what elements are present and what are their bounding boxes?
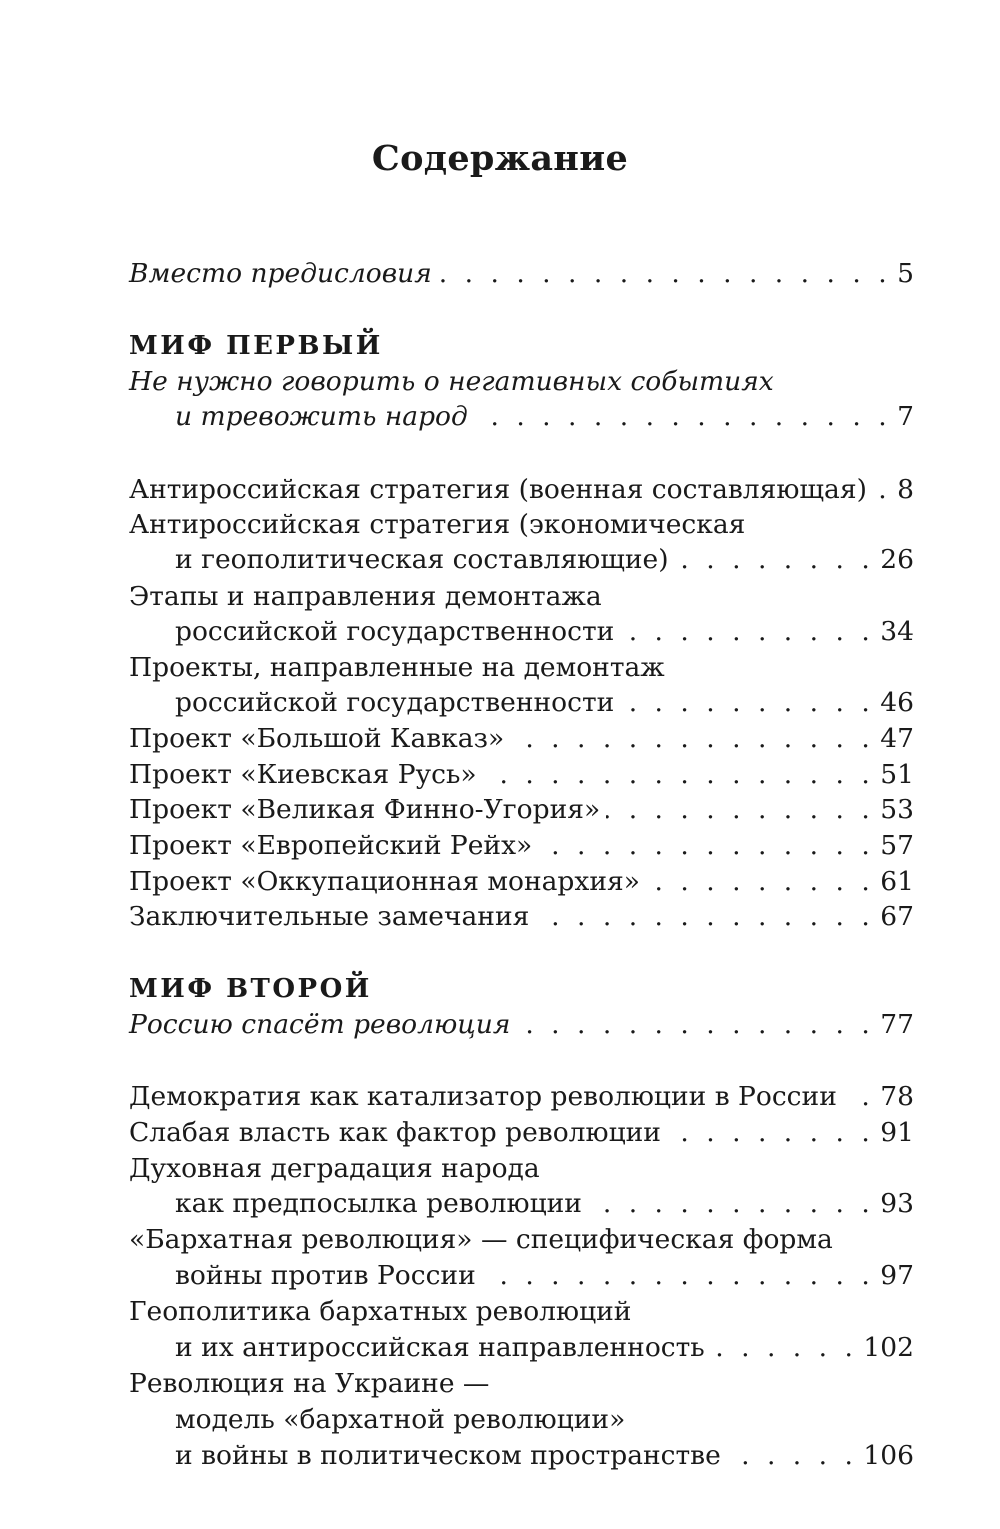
toc-entry-text: Проект «Большой Кавказ» (129, 723, 505, 754)
toc-entry-text: Проекты, направленные на демонтаж (129, 652, 665, 683)
leader-dots (535, 898, 874, 936)
leader-dots (606, 791, 874, 829)
toc-entry[interactable] (129, 1221, 914, 1259)
toc-entry[interactable] (129, 649, 914, 687)
page-number: 97 (880, 1260, 914, 1291)
leader-dots (646, 863, 874, 901)
toc-entry[interactable] (129, 1114, 914, 1152)
page-number: 5 (897, 258, 914, 289)
leader-dots (516, 1006, 874, 1044)
leader-dots (438, 255, 891, 293)
toc-entry-text: «Бархатная революция» — специфическая форма (129, 1224, 833, 1255)
toc-entry-cont[interactable] (129, 1401, 914, 1439)
leader-dots (482, 1257, 875, 1295)
toc-entry-text: Заключительные замечания (129, 901, 530, 932)
toc-entry-text: Антироссийская стратегия (экономическая (129, 509, 746, 540)
page-number: 61 (880, 866, 914, 897)
page-number: 26 (880, 544, 914, 575)
section-subtitle-myth-1-cont[interactable] (129, 398, 914, 436)
page-number: 8 (897, 474, 914, 505)
leader-dots (510, 720, 874, 758)
toc-entry[interactable] (129, 506, 914, 544)
toc-entry-text: войны против России (175, 1260, 476, 1291)
page-number: 46 (880, 687, 914, 718)
toc-entry-text: Духовная деградация народа (129, 1153, 540, 1184)
page-number: 47 (880, 723, 914, 754)
section-subtitle-myth-2[interactable] (129, 1006, 914, 1044)
leader-dots (873, 471, 891, 509)
toc-entry-text: Революция на Украине — (129, 1368, 490, 1399)
toc-entry[interactable] (129, 898, 914, 936)
toc-entry-text: российской государственности (175, 616, 615, 647)
page-number: 53 (880, 794, 914, 825)
toc-entry-text: и геополитическая составляющие) (175, 544, 669, 575)
toc-entry[interactable] (129, 720, 914, 758)
toc-entry[interactable] (129, 1365, 914, 1403)
leader-dots (620, 684, 874, 722)
toc-entry[interactable] (129, 578, 914, 616)
page-number: 106 (863, 1440, 914, 1471)
leader-dots (667, 1114, 874, 1152)
leader-dots (474, 398, 891, 436)
toc-entry[interactable] (129, 1150, 914, 1188)
toc-entry[interactable] (129, 1293, 914, 1331)
toc-entry-cont[interactable] (129, 1257, 914, 1295)
toc-entry-cont[interactable] (129, 1329, 914, 1367)
toc-entry-text: Вместо предисловия (129, 258, 432, 289)
leader-dots (727, 1437, 858, 1475)
page-title: Содержание (371, 138, 629, 179)
leader-dots (588, 1185, 874, 1223)
toc-entry-text: Демократия как катализатор революции в России (129, 1081, 837, 1112)
toc-entry-text: Проект «Киевская Русь» (129, 759, 477, 790)
toc-entry-text: Проект «Великая Финно-Угория» (129, 794, 601, 825)
toc-entry-text: Проект «Оккупационная монархия» (129, 866, 640, 897)
leader-dots (538, 827, 874, 865)
toc-entry-text: Геополитика бархатных революций (129, 1296, 632, 1327)
page-number: 93 (880, 1188, 914, 1219)
subtitle-line: Не нужно говорить о негативных событиях (129, 366, 774, 397)
toc-entry-text: и войны в политическом пространстве (175, 1440, 721, 1471)
section-heading-myth-2: МИФ ВТОРОЙ (129, 974, 372, 1004)
leader-dots (483, 756, 875, 794)
page-number: 51 (880, 759, 914, 790)
subtitle-line: Россию спасёт революция (129, 1009, 511, 1040)
toc-entry-text: модель «бархатной революции» (175, 1404, 626, 1435)
toc-entry-text: Слабая власть как фактор революции (129, 1117, 661, 1148)
page-number: 102 (863, 1332, 914, 1363)
leader-dots (711, 1329, 858, 1367)
page-number: 7 (897, 401, 914, 432)
subtitle-line: и тревожить народ (175, 401, 468, 432)
toc-entry[interactable] (129, 756, 914, 794)
page-number: 77 (880, 1009, 914, 1040)
leader-dots (620, 613, 874, 651)
section-subtitle-myth-1[interactable] (129, 363, 914, 401)
toc-entry-text: российской государственности (175, 687, 615, 718)
toc-entry-text: как предпосылка революции (175, 1188, 582, 1219)
toc-entry-cont[interactable] (129, 1185, 914, 1223)
toc-entry-cont[interactable] (129, 541, 914, 579)
toc-entry[interactable] (129, 863, 914, 901)
leader-dots (843, 1078, 874, 1116)
toc-entry-cont[interactable] (129, 684, 914, 722)
toc-entry[interactable] (129, 1078, 914, 1116)
toc-entry[interactable] (129, 791, 914, 829)
toc-entry-cont[interactable] (129, 1437, 914, 1475)
toc-entry-text: Проект «Европейский Рейх» (129, 830, 533, 861)
section-heading-myth-1: МИФ ПЕРВЫЙ (129, 331, 383, 361)
page-number: 78 (880, 1081, 914, 1112)
page-number: 34 (880, 616, 914, 647)
page-number: 91 (880, 1117, 914, 1148)
toc-entry-intro[interactable] (129, 255, 914, 293)
leader-dots (675, 541, 875, 579)
toc-entry[interactable] (129, 827, 914, 865)
toc-entry-text: Этапы и направления демонтажа (129, 581, 602, 612)
toc-entry-text: Антироссийская стратегия (военная составляющая) (129, 474, 867, 505)
toc-entry-text: и их антироссийская направленность (175, 1332, 705, 1363)
page-number: 67 (880, 901, 914, 932)
toc-entry-cont[interactable] (129, 613, 914, 651)
toc-entry[interactable] (129, 471, 914, 509)
page-number: 57 (880, 830, 914, 861)
